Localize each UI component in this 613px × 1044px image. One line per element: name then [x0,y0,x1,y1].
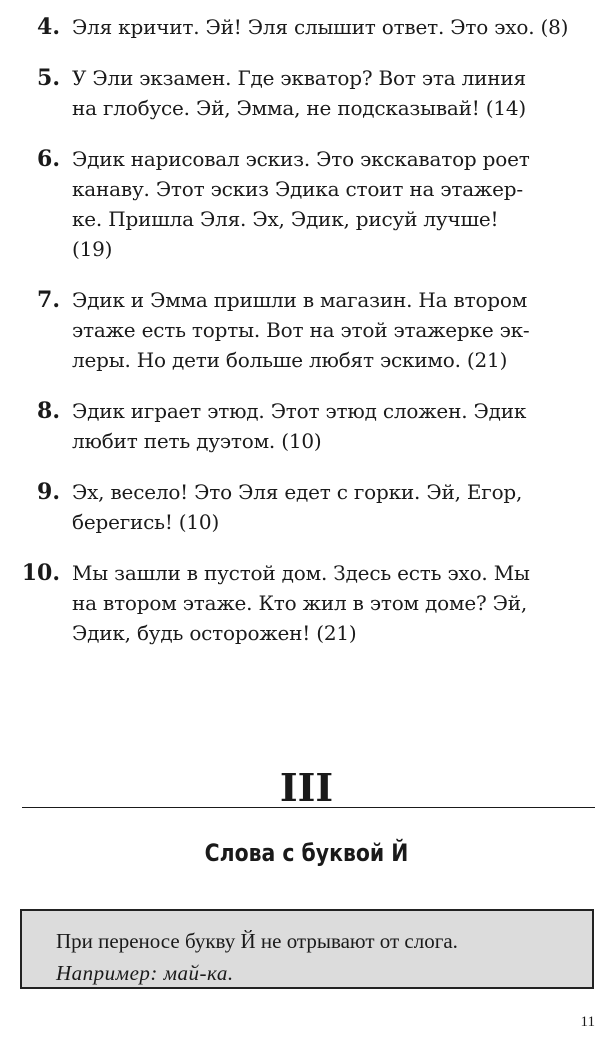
exercise-list [14,12,604,669]
text-line: (19) [72,237,113,261]
item-text [72,144,604,264]
rule-text: При переносе букву Й не отрывают от слога. [56,929,458,953]
item-text [72,285,604,375]
text-line: на глобусе. Эй, Эмма, не подсказывай! (14) [72,96,527,120]
text-line: Эля кричит. Эй! Эля слышит ответ. Это эхо. (8) [72,15,569,39]
text-line: Эдик играет этюд. Этот этюд сложен. Эдик [72,399,527,423]
item-number: 6. [37,146,60,172]
item-text [72,12,604,42]
item-text [72,396,604,456]
item-number: 4. [37,14,60,40]
exercise-item-5 [14,63,604,123]
item-number: 7. [37,287,60,313]
text-line: У Эли экзамен. Где экватор? Вот эта линия [72,66,526,90]
text-line: Эх, весело! Это Эля едет с горки. Эй, Егор, [72,480,523,504]
text-line: ке. Пришла Эля. Эх, Эдик, рисуй лучше! [72,207,499,231]
item-text [72,63,604,123]
text-line: Эдик, будь осторожен! (21) [72,621,357,645]
text-line: Эдик и Эмма пришли в магазин. На втором [72,288,528,312]
text-line: берегись! (10) [72,510,220,534]
exercise-item-6 [14,144,604,264]
rule-box [20,909,594,989]
exercise-item-4 [14,12,604,42]
text-line: любит петь дуэтом. (10) [72,429,322,453]
exercise-item-10 [14,558,604,648]
page-number: 11 [580,1014,595,1030]
text-line: Эдик нарисовал эскиз. Это экскаватор роет [72,147,530,171]
section-number: III [279,765,334,810]
item-number: 5. [37,65,60,91]
text-line: на втором этаже. Кто жил в этом доме? Эй, [72,591,528,615]
item-number: 9. [37,479,60,505]
item-text [72,558,604,648]
text-line: канаву. Этот эскиз Эдика стоит на этажер- [72,177,523,201]
item-number: 10. [21,560,60,586]
text-line: этаже есть торты. Вот на этой этажерке эк- [72,318,530,342]
item-number: 8. [37,398,60,424]
exercise-item-8 [14,396,604,456]
exercise-item-9 [14,477,604,537]
text-line: Мы зашли в пустой дом. Здесь есть эхо. Мы [72,561,530,585]
item-text [72,477,604,537]
rule-example: Например: май-ка. [56,961,234,985]
text-line: леры. Но дети больше любят эскимо. (21) [72,348,508,372]
section-title: Слова с буквой Й [204,839,409,867]
section-divider [22,807,595,808]
exercise-item-7 [14,285,604,375]
